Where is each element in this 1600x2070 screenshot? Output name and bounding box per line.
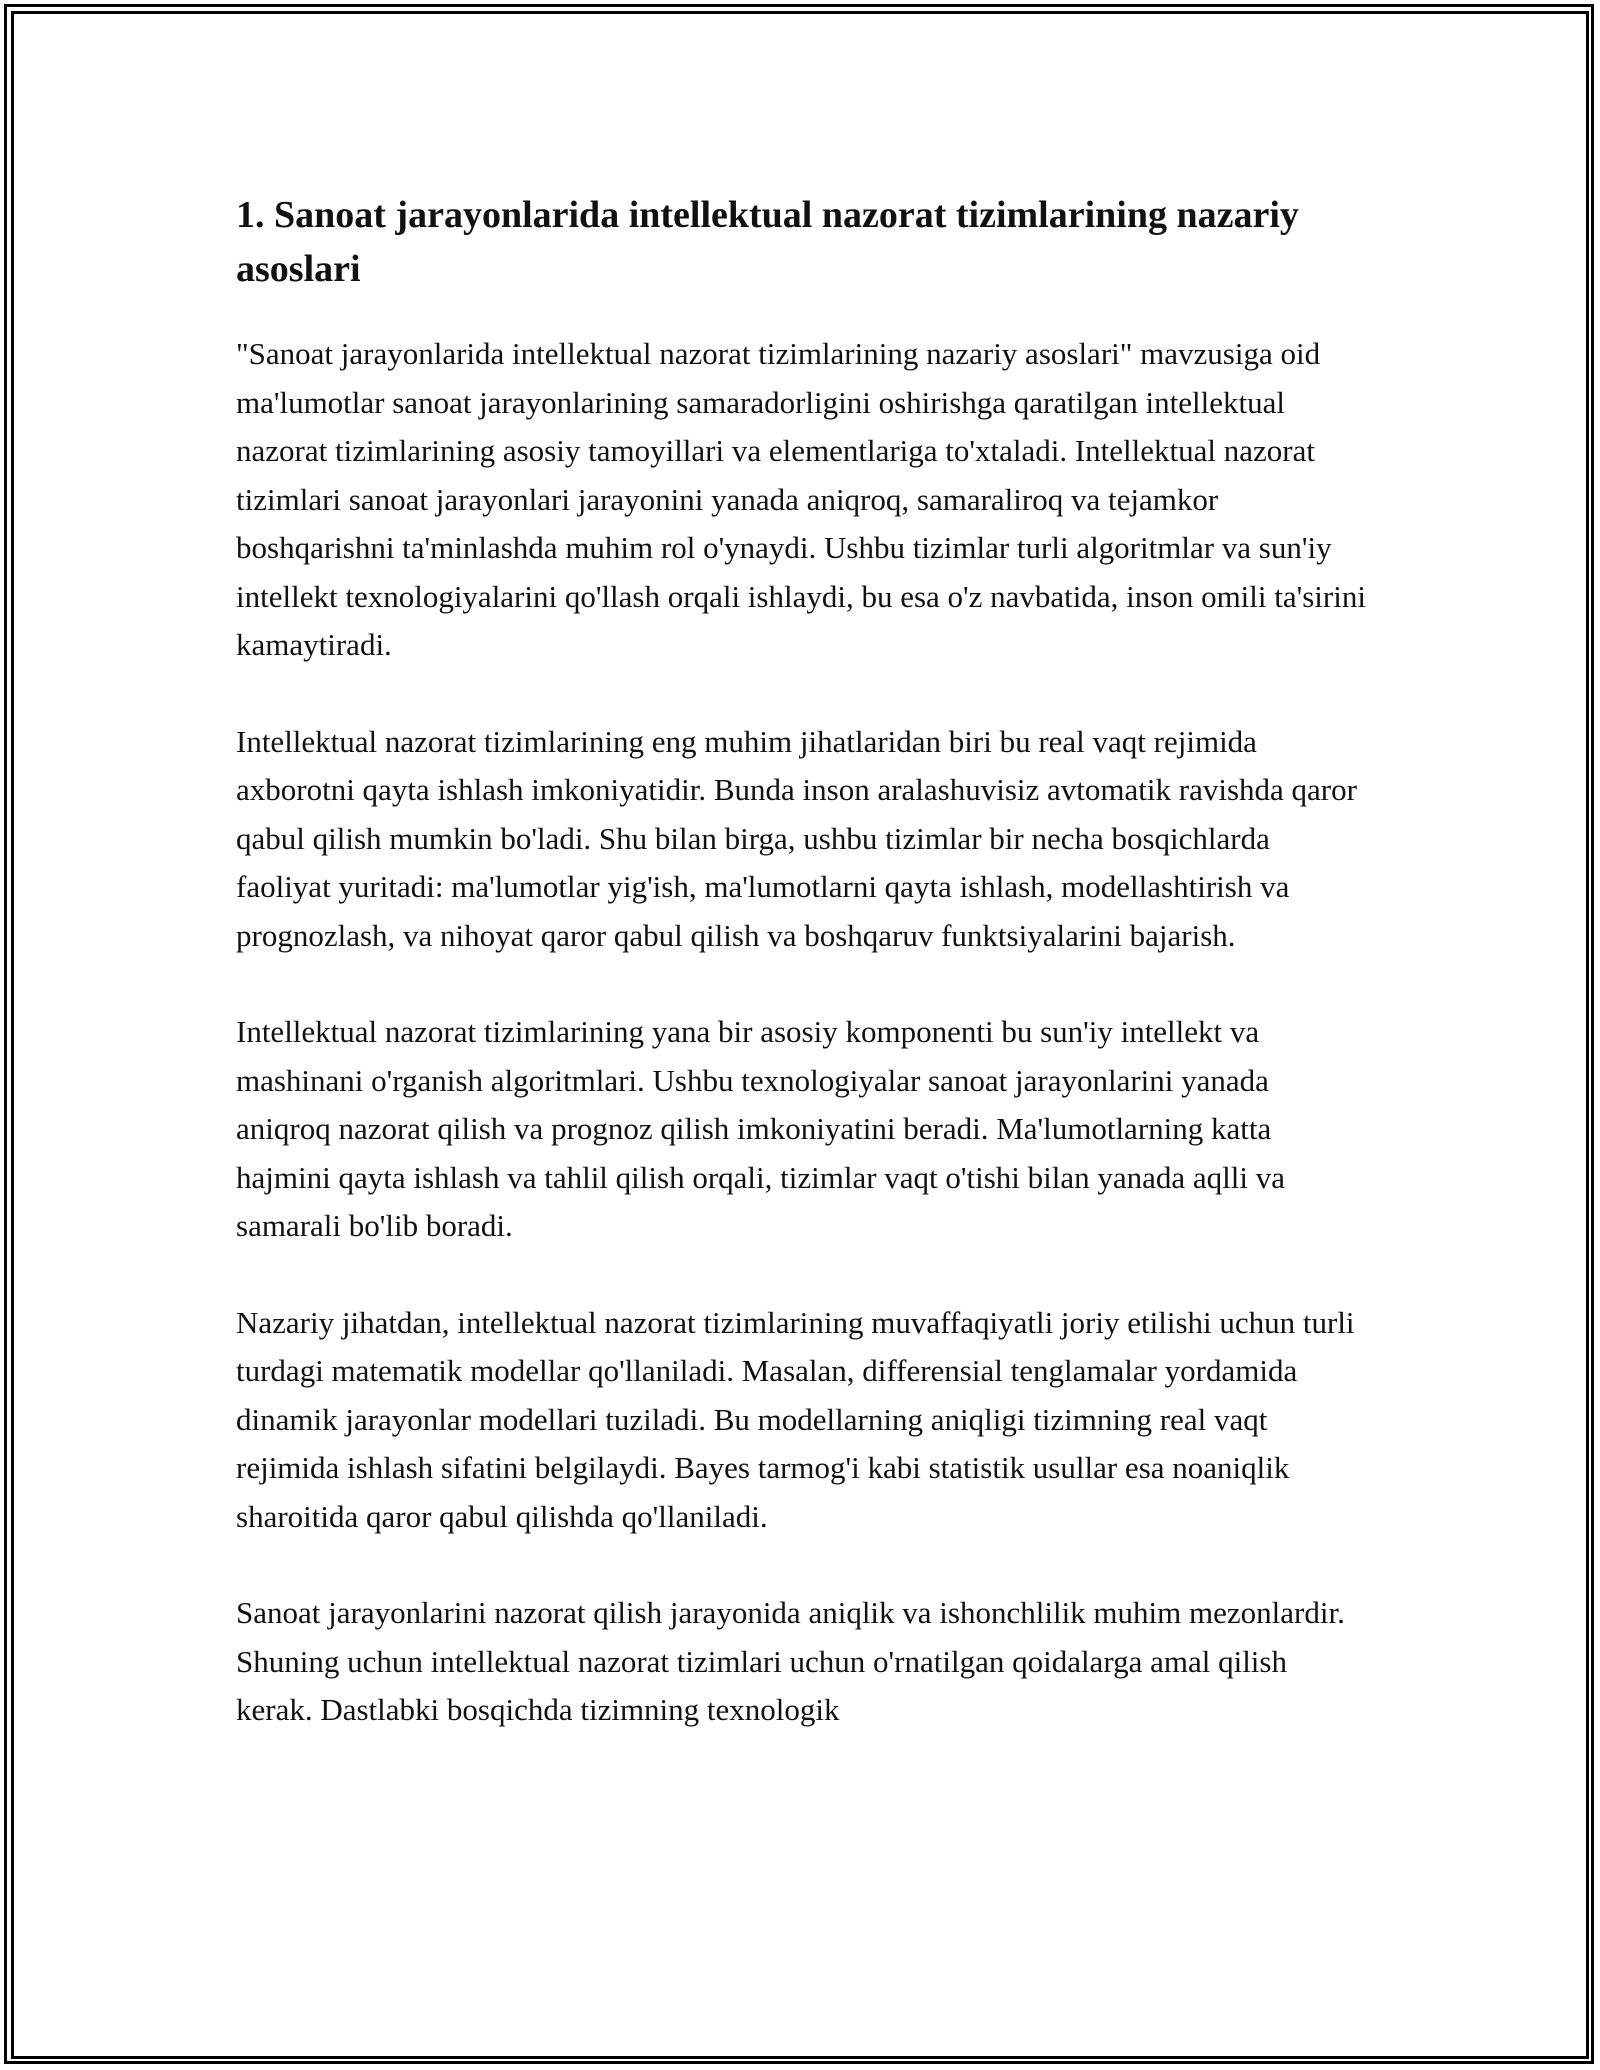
paragraph-5: Sanoat jarayonlarini nazorat qilish jarayonida aniqlik va ishonchlilik muhim mezonlardir. Shuning uchun intellektual nazorat tizimlari uchun o'rnatilgan qoidalarga amal qilish kerak. Dastlabki bosqichda tizimning texnologik — [236, 1595, 1345, 1727]
paragraph-4: Nazariy jihatdan, intellektual nazorat tizimlarining muvaffaqiyatli joriy etilishi uchun turli turdagi matematik modellar qo'llaniladi. Masalan, differensial tenglamalar yordamida dinamik jarayonlar modellari tuziladi. Bu modellarning aniqligi tizimning real vaqt rejimida ishlash sifatini belgilaydi. Bayes tarmog'i kabi statistik usullar esa noaniqlik sharoitida qaror qabul qilishda qo'llaniladi. — [236, 1304, 1355, 1534]
document-body — [236, 188, 1366, 1783]
paragraph-3: Intellektual nazorat tizimlarining yana bir asosiy komponenti bu sun'iy intellekt va mashinani o'rganish algoritmlari. Ushbu texnologiyalar sanoat jarayonlarini yanada aniqroq nazorat qilish va prognoz qilish imkoniyatini beradi. Ma'lumotlarning katta hajmini qayta ishlash va tahlil qilish orqali, tizimlar vaqt o'tishi bilan yanada aqlli va samarali bo'lib boradi. — [236, 1014, 1286, 1243]
section-heading: 1. Sanoat jarayonlarida intellektual nazorat tizimlarining nazariy asoslari — [236, 194, 1299, 290]
paragraph-2: Intellektual nazorat tizimlarining eng muhim jihatlaridan biri bu real vaqt rejimida axborotni qayta ishlash imkoniyatidir. Bunda inson aralashuvisiz avtomatik ravishda qaror qabul qilish mumkin bo'ladi. Shu bilan birga, ushbu tizimlar bir necha bosqichlarda faoliyat yuritadi: ma'lumotlar yig'ish, ma'lumotlarni qayta ishlash, modellashtirish va prognozlash, va nihoyat qaror qabul qilish va boshqaruv funktsiyalarini bajarish. — [236, 723, 1357, 953]
paragraph-1: "Sanoat jarayonlarida intellektual nazorat tizimlarining nazariy asoslari" mavzusiga oid ma'lumotlar sanoat jarayonlarining samaradorligini oshirishga qaratilgan intellektual nazorat tizimlarining asosiy tamoyillari va elementlariga to'xtaladi. Intellektual nazorat tizimlari sanoat jarayonlari jarayonini yanada aniqroq, samaraliroq va tejamkor boshqarishni ta'minlashda muhim rol o'ynaydi. Ushbu tizimlar turli algoritmlar va sun'iy intellekt texnologiyalarini qo'llash orqali ishlaydi, bu esa o'z navbatida, inson omili ta'sirini kamaytiradi. — [236, 336, 1366, 662]
